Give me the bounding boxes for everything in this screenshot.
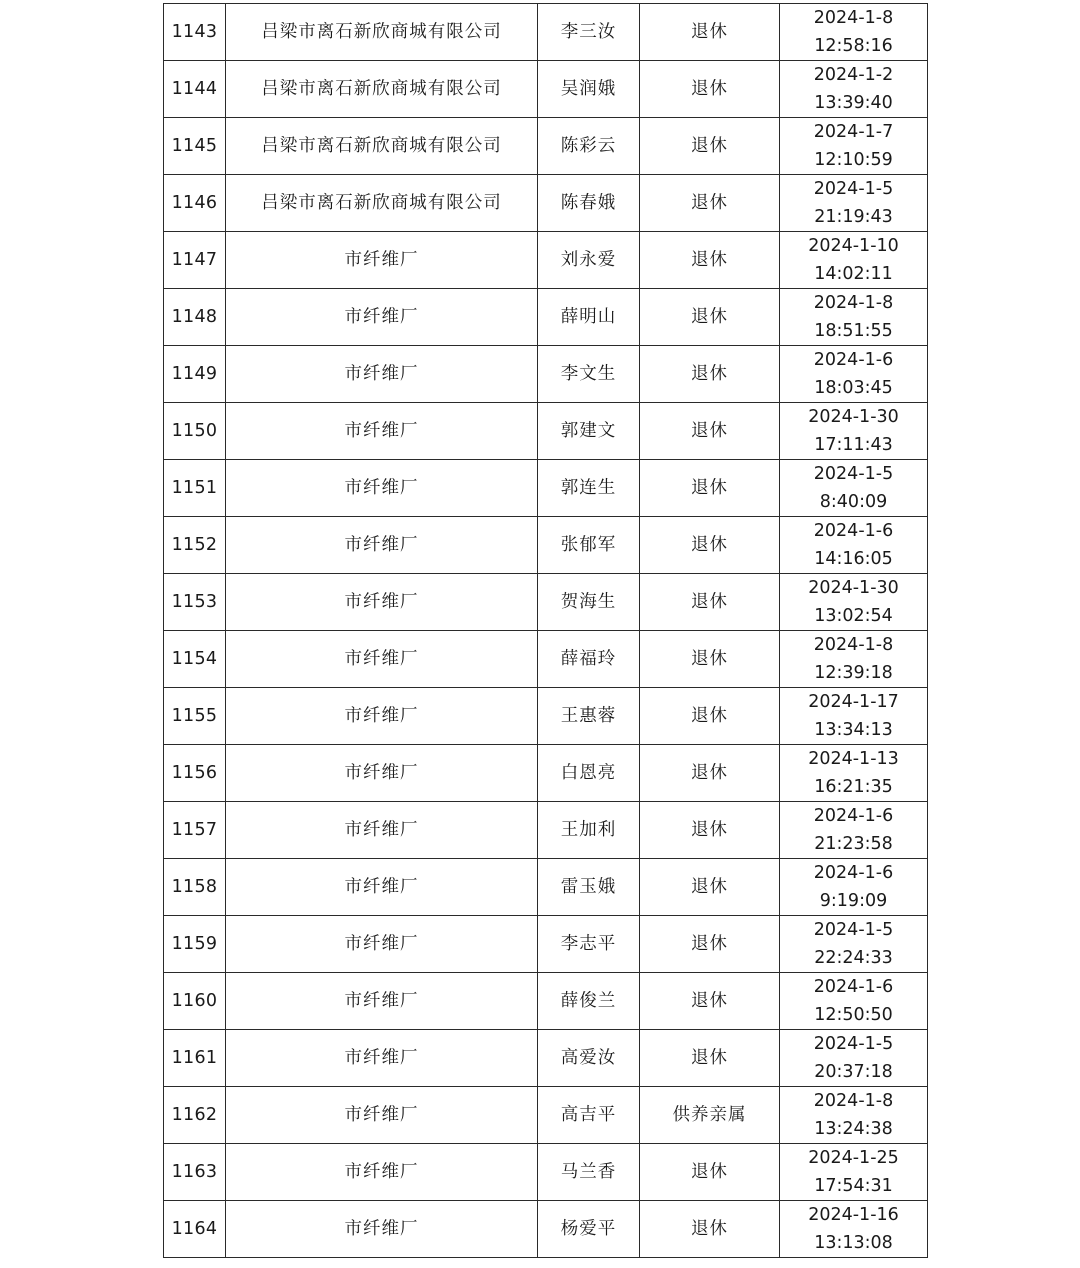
timestamp-time: 13:39:40 (814, 93, 893, 113)
table-row (164, 745, 928, 802)
person-name-cell: 郭连生 (538, 460, 640, 517)
timestamp-time: 20:37:18 (814, 1062, 893, 1082)
person-name-cell: 杨爱平 (538, 1201, 640, 1258)
organization-cell: 市纤维厂 (226, 1144, 538, 1201)
timestamp-date: 2024-1-10 (808, 236, 899, 256)
table-row (164, 403, 928, 460)
timestamp-cell (780, 403, 928, 460)
organization-cell: 吕梁市离石新欣商城有限公司 (226, 61, 538, 118)
category-cell: 退休 (640, 688, 780, 745)
organization-cell: 市纤维厂 (226, 1087, 538, 1144)
row-number-cell: 1147 (164, 232, 226, 289)
timestamp-date: 2024-1-6 (813, 977, 894, 997)
timestamp-time: 18:51:55 (814, 321, 893, 341)
timestamp-cell (780, 1144, 928, 1201)
table-row (164, 289, 928, 346)
organization-cell: 市纤维厂 (226, 802, 538, 859)
category-cell: 退休 (640, 232, 780, 289)
timestamp-date: 2024-1-6 (813, 521, 894, 541)
row-number-cell: 1153 (164, 574, 226, 631)
timestamp-date: 2024-1-30 (808, 578, 899, 598)
table-row (164, 4, 928, 61)
row-number-cell: 1146 (164, 175, 226, 232)
timestamp-time: 21:23:58 (814, 834, 893, 854)
person-name-cell: 马兰香 (538, 1144, 640, 1201)
category-cell: 退休 (640, 973, 780, 1030)
timestamp-cell (780, 118, 928, 175)
organization-cell: 市纤维厂 (226, 688, 538, 745)
timestamp-cell (780, 175, 928, 232)
table-row (164, 859, 928, 916)
person-name-cell: 雷玉娥 (538, 859, 640, 916)
timestamp-date: 2024-1-2 (813, 65, 894, 85)
timestamp-cell (780, 1087, 928, 1144)
table-row (164, 688, 928, 745)
person-name-cell: 高吉平 (538, 1087, 640, 1144)
category-cell: 退休 (640, 403, 780, 460)
timestamp-date: 2024-1-8 (813, 1091, 894, 1111)
timestamp-time: 12:39:18 (814, 663, 893, 683)
table-row (164, 232, 928, 289)
timestamp-cell (780, 631, 928, 688)
timestamp-cell (780, 61, 928, 118)
timestamp-cell (780, 4, 928, 61)
category-cell: 退休 (640, 1030, 780, 1087)
category-cell: 退休 (640, 802, 780, 859)
timestamp-date: 2024-1-7 (813, 122, 894, 142)
row-number-cell: 1161 (164, 1030, 226, 1087)
person-name-cell: 吴润娥 (538, 61, 640, 118)
person-name-cell: 薛明山 (538, 289, 640, 346)
timestamp-date: 2024-1-5 (813, 464, 894, 484)
organization-cell: 市纤维厂 (226, 916, 538, 973)
category-cell: 退休 (640, 175, 780, 232)
organization-cell: 市纤维厂 (226, 1201, 538, 1258)
timestamp-time: 9:19:09 (819, 891, 888, 911)
timestamp-date: 2024-1-8 (813, 293, 894, 313)
person-name-cell: 李三汝 (538, 4, 640, 61)
category-cell: 退休 (640, 346, 780, 403)
organization-cell: 市纤维厂 (226, 460, 538, 517)
timestamp-cell (780, 745, 928, 802)
table-row (164, 346, 928, 403)
row-number-cell: 1149 (164, 346, 226, 403)
row-number-cell: 1156 (164, 745, 226, 802)
timestamp-time: 13:24:38 (814, 1119, 893, 1139)
category-cell: 退休 (640, 574, 780, 631)
person-name-cell: 陈春娥 (538, 175, 640, 232)
category-cell: 退休 (640, 745, 780, 802)
person-name-cell: 刘永爱 (538, 232, 640, 289)
timestamp-time: 17:54:31 (814, 1176, 893, 1196)
timestamp-time: 12:10:59 (814, 150, 893, 170)
timestamp-time: 13:02:54 (814, 606, 893, 626)
row-number-cell: 1148 (164, 289, 226, 346)
timestamp-date: 2024-1-5 (813, 179, 894, 199)
timestamp-time: 21:19:43 (814, 207, 893, 227)
person-name-cell: 陈彩云 (538, 118, 640, 175)
timestamp-time: 13:34:13 (814, 720, 893, 740)
timestamp-time: 22:24:33 (814, 948, 893, 968)
organization-cell: 市纤维厂 (226, 859, 538, 916)
person-name-cell: 王加利 (538, 802, 640, 859)
row-number-cell: 1155 (164, 688, 226, 745)
row-number-cell: 1154 (164, 631, 226, 688)
organization-cell: 市纤维厂 (226, 346, 538, 403)
timestamp-date: 2024-1-6 (813, 806, 894, 826)
timestamp-cell (780, 859, 928, 916)
person-name-cell: 薛福玲 (538, 631, 640, 688)
timestamp-date: 2024-1-5 (813, 1034, 894, 1054)
organization-cell: 市纤维厂 (226, 1030, 538, 1087)
organization-cell: 吕梁市离石新欣商城有限公司 (226, 175, 538, 232)
timestamp-time: 16:21:35 (814, 777, 893, 797)
timestamp-cell (780, 688, 928, 745)
person-name-cell: 李志平 (538, 916, 640, 973)
document-sheet (163, 3, 927, 1258)
person-name-cell: 高爱汝 (538, 1030, 640, 1087)
row-number-cell: 1144 (164, 61, 226, 118)
table-row (164, 175, 928, 232)
row-number-cell: 1150 (164, 403, 226, 460)
category-cell: 退休 (640, 460, 780, 517)
organization-cell: 市纤维厂 (226, 289, 538, 346)
table-row (164, 1030, 928, 1087)
timestamp-cell (780, 517, 928, 574)
organization-cell: 吕梁市离石新欣商城有限公司 (226, 4, 538, 61)
table-row (164, 61, 928, 118)
row-number-cell: 1159 (164, 916, 226, 973)
timestamp-cell (780, 973, 928, 1030)
row-number-cell: 1143 (164, 4, 226, 61)
person-name-cell: 张郁军 (538, 517, 640, 574)
timestamp-time: 14:16:05 (814, 549, 893, 569)
category-cell: 供养亲属 (640, 1087, 780, 1144)
table-row (164, 1144, 928, 1201)
category-cell: 退休 (640, 631, 780, 688)
row-number-cell: 1152 (164, 517, 226, 574)
person-name-cell: 郭建文 (538, 403, 640, 460)
category-cell: 退休 (640, 289, 780, 346)
timestamp-time: 17:11:43 (814, 435, 893, 455)
person-name-cell: 贺海生 (538, 574, 640, 631)
category-cell: 退休 (640, 859, 780, 916)
category-cell: 退休 (640, 4, 780, 61)
table-row (164, 1201, 928, 1258)
timestamp-time: 8:40:09 (819, 492, 888, 512)
table-row (164, 460, 928, 517)
timestamp-time: 12:58:16 (814, 36, 893, 56)
table-row (164, 916, 928, 973)
person-name-cell: 李文生 (538, 346, 640, 403)
organization-cell: 市纤维厂 (226, 973, 538, 1030)
row-number-cell: 1162 (164, 1087, 226, 1144)
table-row (164, 574, 928, 631)
timestamp-time: 14:02:11 (814, 264, 893, 284)
row-number-cell: 1160 (164, 973, 226, 1030)
table-row (164, 517, 928, 574)
timestamp-date: 2024-1-30 (808, 407, 899, 427)
timestamp-date: 2024-1-6 (813, 350, 894, 370)
roster-table-body (164, 4, 928, 1258)
timestamp-date: 2024-1-6 (813, 863, 894, 883)
category-cell: 退休 (640, 61, 780, 118)
category-cell: 退休 (640, 916, 780, 973)
category-cell: 退休 (640, 1201, 780, 1258)
organization-cell: 市纤维厂 (226, 574, 538, 631)
timestamp-cell (780, 1030, 928, 1087)
table-row (164, 1087, 928, 1144)
timestamp-date: 2024-1-25 (808, 1148, 899, 1168)
person-name-cell: 王惠蓉 (538, 688, 640, 745)
person-name-cell: 白恩亮 (538, 745, 640, 802)
timestamp-date: 2024-1-17 (808, 692, 899, 712)
table-row (164, 802, 928, 859)
timestamp-date: 2024-1-16 (808, 1205, 899, 1225)
row-number-cell: 1164 (164, 1201, 226, 1258)
timestamp-date: 2024-1-13 (808, 749, 899, 769)
row-number-cell: 1158 (164, 859, 226, 916)
timestamp-cell (780, 574, 928, 631)
table-row (164, 118, 928, 175)
person-name-cell: 薛俊兰 (538, 973, 640, 1030)
row-number-cell: 1151 (164, 460, 226, 517)
row-number-cell: 1157 (164, 802, 226, 859)
timestamp-time: 18:03:45 (814, 378, 893, 398)
category-cell: 退休 (640, 118, 780, 175)
timestamp-time: 13:13:08 (814, 1233, 893, 1253)
timestamp-cell (780, 916, 928, 973)
roster-table (163, 3, 928, 1258)
timestamp-cell (780, 460, 928, 517)
timestamp-cell (780, 802, 928, 859)
organization-cell: 吕梁市离石新欣商城有限公司 (226, 118, 538, 175)
timestamp-date: 2024-1-8 (813, 635, 894, 655)
organization-cell: 市纤维厂 (226, 232, 538, 289)
organization-cell: 市纤维厂 (226, 745, 538, 802)
category-cell: 退休 (640, 517, 780, 574)
timestamp-cell (780, 346, 928, 403)
organization-cell: 市纤维厂 (226, 631, 538, 688)
timestamp-time: 12:50:50 (814, 1005, 893, 1025)
timestamp-date: 2024-1-8 (813, 8, 894, 28)
timestamp-cell (780, 289, 928, 346)
row-number-cell: 1163 (164, 1144, 226, 1201)
table-row (164, 631, 928, 688)
timestamp-cell (780, 1201, 928, 1258)
table-row (164, 973, 928, 1030)
timestamp-cell (780, 232, 928, 289)
organization-cell: 市纤维厂 (226, 517, 538, 574)
category-cell: 退休 (640, 1144, 780, 1201)
timestamp-date: 2024-1-5 (813, 920, 894, 940)
organization-cell: 市纤维厂 (226, 403, 538, 460)
row-number-cell: 1145 (164, 118, 226, 175)
